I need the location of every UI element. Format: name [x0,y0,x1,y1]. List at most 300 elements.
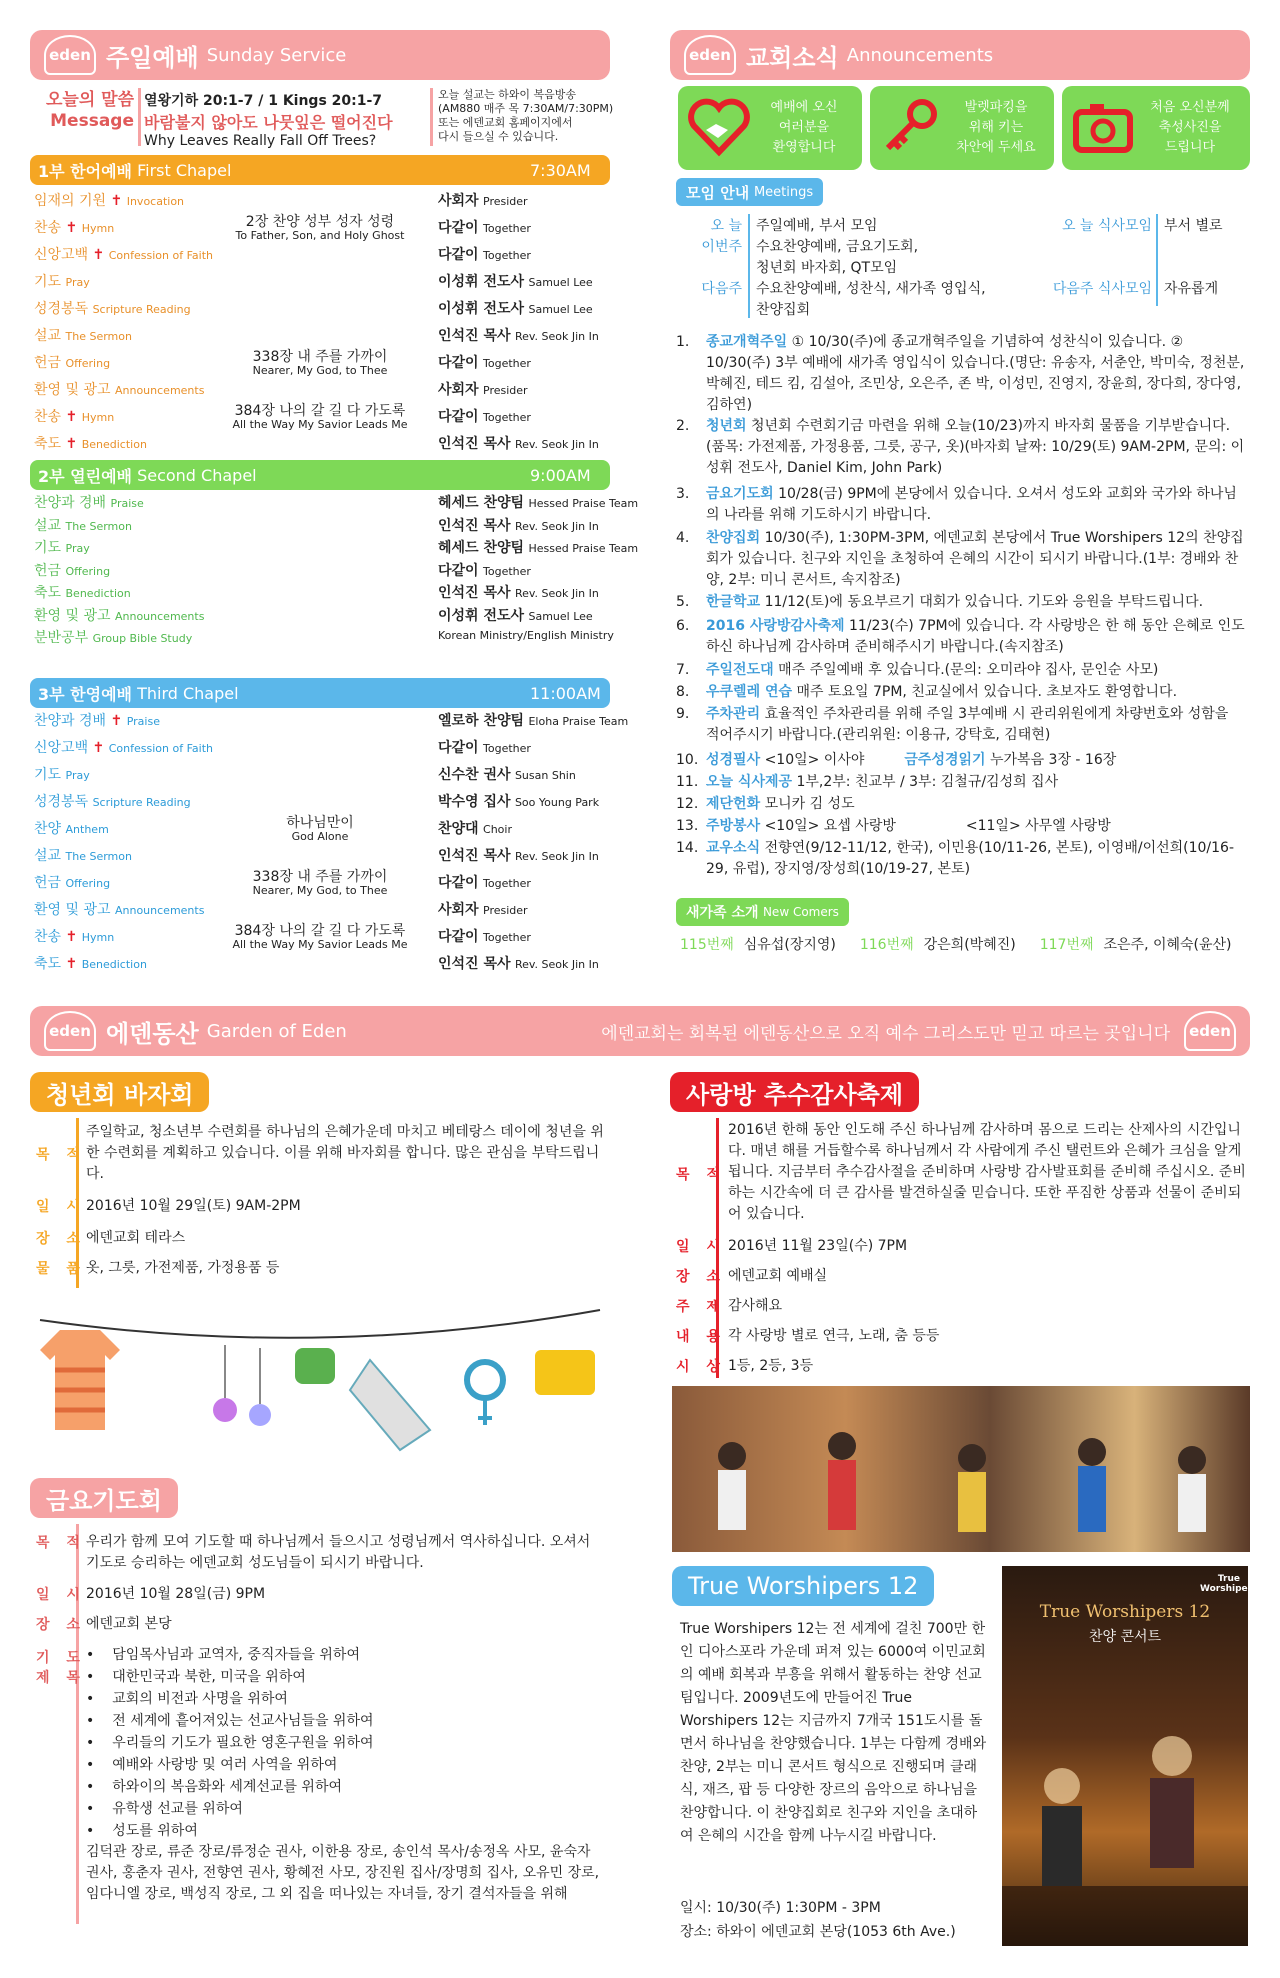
cross-icon: ✝ [106,193,123,209]
broadcast-line: 다시 들으실 수 있습니다. [438,130,559,143]
announcement-key: 금주성경읽기 [904,752,986,768]
bazaar-purpose-label: 목 적 [36,1147,86,1163]
announcement-number: 10. [676,752,699,768]
leader-ko: 이성휘 전도사 [438,274,525,290]
topic-item: • 유학생 선교를 위하여 [86,1798,374,1820]
bazaar-items: 옷, 그릇, 가전제품, 가정용품 등 [86,1260,280,1276]
order-leader [438,899,528,919]
nextweek-meetings: 수요찬양예배, 성찬식, 새가족 영입식, [756,281,986,297]
friday-topics [86,1644,374,1842]
order-item-en: Confession of Faith [108,249,213,262]
order-item [34,764,90,784]
newcomer-number: 116번째 [859,937,914,953]
leader-en: Hessed Praise Team [528,542,639,555]
welcome-tile [678,86,862,170]
leader-en: Together [483,411,531,424]
order-item [34,298,191,318]
hymn-title-en: All the Way My Savior Leads Me [232,418,408,431]
meetings-title-en: Meetings [753,184,814,200]
leader-en: Rev. Seok Jin In [514,438,599,451]
friday-prayer-title: 금요기도회 [30,1478,178,1518]
hymn-title-en: Nearer, My God, to Thee [252,364,388,377]
announcement-key: 교우소식 [706,840,761,856]
leader-ko: 인석진 목사 [438,956,511,972]
order-leader [438,560,531,580]
announcement-key: 성경필사 [706,752,761,768]
order-item-en: The Sermon [65,330,132,343]
leader-ko: 사회자 [438,382,479,398]
order-item-ko: 기도 [34,540,62,556]
message-label [34,90,134,132]
meeting-labels [690,216,742,300]
sermon-block [144,90,434,149]
announcement-item [676,528,1246,591]
announcement-item [676,660,1246,681]
announcement-key: 찬양집회 [706,530,761,546]
order-leader [438,406,531,426]
order-item-ko: 헌금 [34,562,62,579]
leader-en: Together [483,564,531,578]
leader-ko: 인석진 목사 [438,436,511,452]
order-leader [438,872,531,892]
order-item [34,271,90,291]
order-leader [438,217,531,237]
leader-en: Soo Young Park [514,796,600,809]
topic-item: • 담임목사님과 교역자, 중직자들을 위하여 [86,1644,374,1666]
leader-ko: 박수영 집사 [438,794,511,810]
leader-ko: 다같이 [438,409,479,425]
newcomer-number: 115번째 [680,937,734,953]
order-item-en: Benediction [81,958,147,971]
order-item-ko: 찬송 [34,220,62,236]
announcement-item [676,416,1246,479]
announcement-text: 10/28(금) 9PM에 본당에서 있습니다. 오셔서 성도와 교회와 국가와 하나님의 나라를 위해 기도하시기 바랍니다. [706,486,1237,523]
leader-ko: 다같이 [438,929,479,945]
announcement-text: 누가복음 3장 - 16장 [990,752,1117,768]
second-chapel-title-ko: 2부 열린예배 [38,466,132,486]
thisweek-meetings: 청년회 바자회, QT모임 [756,260,898,276]
announcements-header [670,30,1250,80]
bazaar-place-label: 장 소 [36,1231,86,1247]
order-item-ko: 설교 [34,848,62,864]
order-item-en: Group Bible Study [92,632,193,645]
leader-ko: 헤세드 찬양팀 [438,495,525,511]
order-item-en: Scripture Reading [92,796,191,809]
message-label-ko: 오늘의 말씀 [45,90,134,110]
newcomers-title-ko: 새가족 소개 [686,905,759,921]
order-item-en: Praise [126,715,160,728]
broadcast-line: (AM880 매주 목 7:30AM/7:30PM) [438,102,614,115]
leader-en: Rev. Seok Jin In [514,330,599,343]
topic-item: • 교회의 비전과 사명을 위하여 [86,1688,374,1710]
thanksgiving-title: 사랑방 추수감사축제 [670,1072,919,1112]
leader-en: Together [483,249,531,262]
order-item-en: Offering [65,877,111,890]
leader-ko: 다같이 [438,740,479,756]
order-leader [438,845,599,865]
true-worshipers-place: 장소: 하와이 에덴교회 본당(1053 6th Ave.) [680,1924,956,1940]
order-item-ko: 성경봉독 [34,301,89,317]
order-item-en: The Sermon [65,519,132,533]
hymn-title [205,816,435,844]
leader-en: Samuel Lee [528,276,593,289]
thanks-content: 각 사랑방 별로 연극, 노래, 춤 등등 [728,1328,940,1344]
bazaar-purpose: 주일학교, 청소년부 수련회를 하나님의 은혜가운데 마치고 베테랑스 데이에 청년을 위한 수련회를 계획하고 있습니다. 이를 위해 바자회를 합니다. 많은 관심을 부탁드립니다. [86,1124,604,1182]
bazaar-title: 청년회 바자회 [30,1072,209,1112]
announcement-number: 13. [676,818,699,834]
order-item-en: Scripture Reading [92,303,191,316]
announcement-key: 한글학교 [706,594,761,610]
divider [748,214,750,318]
order-item [34,872,110,892]
leader-ko: 이성휘 전도사 [438,301,525,317]
eden-title-en: Garden of Eden [206,1020,347,1042]
garden-of-eden-banner [30,1006,1250,1056]
order-item [34,582,131,602]
meal-today: 부서 별로 [1164,218,1223,234]
announcement-text: 1부,2부: 친교부 / 3부: 김철규/김성희 집사 [796,774,1059,790]
meetings-title-ko: 모임 안내 [686,183,750,202]
thanks-award-label: 시 상 [676,1359,726,1375]
order-item-en: Benediction [81,438,147,451]
hymn-title-ko: 하나님만이 [286,815,354,831]
announcement-number: 3. [676,486,690,502]
leader-ko: 헤세드 찬양팀 [438,540,525,556]
order-leader [438,605,593,625]
thanks-place: 에덴교회 예배실 [728,1268,828,1284]
order-item [34,244,213,264]
announcements-title-en: Announcements [846,44,994,66]
order-item-en: Announcements [114,609,205,623]
order-item [34,737,213,757]
order-leader [438,737,531,757]
meal-next-label: 다음주 식사모임 [1052,281,1152,297]
hymn-title [205,350,435,378]
friday-purpose-label: 목 적 [36,1535,86,1551]
leader-en: Rev. Seok Jin In [514,587,599,600]
announcement-text: <10일> 이사야 [764,752,865,768]
order-item-en: Praise [110,497,144,510]
third-chapel-bar [30,678,610,708]
eden-title-ko: 에덴동산 [106,1019,199,1048]
leader-en: Korean Ministry/English Ministry [438,629,614,642]
festival-photo [672,1386,1250,1552]
sunday-title-en: Sunday Service [206,44,347,66]
hymn-title-en: To Father, Son, and Holy Ghost [235,229,405,242]
order-item-en: Hymn [81,931,115,944]
announcement-key: 종교개혁주일 [706,334,788,350]
order-item-ko: 임재의 기원 [34,193,107,209]
eden-logo: eden [1184,1011,1236,1051]
bazaar-place: 에덴교회 테라스 [86,1230,186,1246]
order-leader [438,271,593,291]
newcomers-list [680,934,1232,954]
divider [430,88,433,146]
key-icon [880,96,942,158]
order-leader [438,298,593,318]
meeting-values [756,216,986,321]
order-item [34,217,114,237]
leader-ko: 이성휘 전도사 [438,607,525,624]
heart-handshake-icon [688,96,750,158]
hymn-title-ko: 2장 찬양 성부 성자 성령 [245,214,395,230]
newcomer-name: 조은주, 이혜숙(윤산) [1103,937,1232,953]
announcement-number: 9. [676,706,690,722]
leader-en: Presider [483,195,528,208]
announcement-item [676,616,1246,658]
cross-icon: ✝ [88,247,105,263]
concert-poster [1002,1566,1258,1946]
announcement-number: 8. [676,684,690,700]
meal-today-label: 오 늘 식사모임 [1061,218,1152,234]
sermon-title-en: Why Leaves Really Fall Off Trees? [144,133,377,149]
order-item-en: Confession of Faith [108,742,213,755]
thanks-place-label: 장 소 [676,1269,726,1285]
second-chapel-time: 9:00AM [530,465,591,485]
hymn-title-ko: 384장 나의 갈 길 다 가도록 [234,403,406,419]
announcement-text: 모니카 김 성도 [764,796,855,812]
friday-purpose: 우리가 함께 모여 기도할 때 하나님께서 들으시고 성령님께서 역사하십니다. 오셔서 기도로 승리하는 에덴교회 성도님들이 되시기 바랍니다. [86,1534,591,1571]
hymn-title-en: Nearer, My God, to Thee [252,884,388,897]
leader-en: Together [483,357,531,370]
photo-tile-text: 처음 오신분께 축성사진을 드립니다 [1150,100,1230,155]
thanks-date-label: 일 시 [676,1239,726,1255]
order-leader [438,710,628,730]
friday-place-label: 장 소 [36,1617,86,1633]
meetings-badge [676,178,823,206]
cross-icon: ✝ [106,713,123,729]
leader-en: Hessed Praise Team [528,497,639,510]
cross-icon: ✝ [61,956,78,972]
hymn-title-ko: 338장 내 주를 가까이 [252,349,388,365]
order-leader [438,190,528,210]
announcement-text: 11/23(수) 7PM에 있습니다. 각 사랑방은 한 해 동안 은혜로 인도하신 하나님께 감사하며 준비해주시기 바랍니다.(속지참조) [706,618,1245,655]
order-leader [438,627,614,643]
broadcast-line: 또는 에덴교회 홈페이지에서 [438,116,573,129]
order-item-ko: 헌금 [34,355,62,371]
leader-ko: 다같이 [438,875,479,891]
poster-subtitle: 찬양 콘서트 [1088,1629,1162,1645]
broadcast-line: 오늘 설교는 하와이 복음방송 [438,88,577,101]
announcement-key: 2016 사랑방감사축제 [706,618,845,634]
topic-item: • 하와이의 복음화와 세계선교를 위하여 [86,1776,374,1798]
announcement-number: 1. [676,334,690,350]
announcement-number: 2. [676,418,690,434]
thanks-purpose: 2016년 한해 동안 인도해 주신 하나님께 감사하며 몸으로 드리는 산제사의 시간입니다. 매년 해를 거듭할수록 하나님께서 각 사람에게 주신 탤런트와 은혜가 크심을 알게 됩니다. 지금부터 추수감사절을 준비하며 사랑방 감사발표회를 준비해 주십시오. 준비하는 시간속에 더 큰 감사를 발견하실줄 믿습니다. 또한 푸짐한 상품과 선물이 준비되어 있습니다. [728,1122,1246,1222]
announcement-text: 매주 토요일 7PM, 친교실에서 있습니다. 초보자도 환영합니다. [796,684,1178,700]
second-chapel-bar [30,460,610,490]
leader-en: Presider [483,384,528,397]
leader-ko: 사회자 [438,193,479,209]
today-meetings: 주일예배, 부서 모임 [756,218,878,234]
order-item-ko: 기도 [34,767,62,783]
leader-ko: 엘로하 찬양팀 [438,713,525,729]
order-item-ko: 축도 [34,436,62,452]
true-worshipers-title: True Worshipers 12 [672,1566,934,1606]
true-worshipers-time: 일시: 10/30(주) 1:30PM - 3PM [680,1900,881,1916]
announcement-text: <11일> 사무엘 사랑방 [965,818,1111,834]
valet-tile [870,86,1054,170]
order-item-en: Benediction [65,587,131,600]
hymn-title [205,215,435,243]
leader-ko: 다같이 [438,355,479,371]
message-label-en: Message [50,111,134,131]
order-item-en: Hymn [81,222,115,235]
eden-logo: eden [44,35,96,75]
divider [138,88,141,146]
order-item-ko: 헌금 [34,875,62,891]
order-item-ko: 환영 및 광고 [34,607,111,624]
nextweek-label: 다음주 [701,281,742,297]
leader-en: Together [483,222,531,235]
leader-en: Samuel Lee [528,303,593,316]
bazaar-date-label: 일 시 [36,1199,86,1215]
order-item-en: The Sermon [65,850,132,863]
leader-en: Together [483,742,531,755]
order-leader [438,926,531,946]
order-item [34,710,160,730]
announcement-key: 금요기도회 [706,486,774,502]
thanks-date: 2016년 11월 23일(수) 7PM [728,1238,908,1254]
order-item-ko: 환영 및 광고 [34,382,111,398]
order-item-ko: 신앙고백 [34,740,89,756]
thanks-content-label: 내 용 [676,1329,726,1345]
announcement-item [676,750,1246,771]
announcement-text: <10일> 요셉 사랑방 [764,818,896,834]
second-chapel-title-en: Second Chapel [137,465,257,485]
order-item [34,190,184,210]
leader-en: Together [483,931,531,944]
order-item-ko: 찬양 [34,821,62,837]
hymn-title-ko: 338장 내 주를 가까이 [252,869,388,885]
order-item-en: Offering [65,564,111,578]
leader-en: Eloha Praise Team [528,715,629,728]
leader-ko: 다같이 [438,562,479,579]
hymn-title [205,924,435,952]
true-worshipers-body: True Worshipers 12는 전 세계에 걸친 700만 한인 디아스포라 가운데 퍼져 있는 6000여 이민교회의 예배 회복과 부흥을 위해서 활동하는 찬양 선교팀입니다. 2009년도에 만들어진 True Worshipers 12는 지금까지 7개국 151도시를 돌면서 하나님을 찬양했습니다. 1부는 다함께 경배와 찬양, 2부는 미니 콘서트 형식으로 진행되며 클래식, 재즈, 팝 등 다양한 장르의 음악으로 하나님을 찬양합니다. 이 찬양집회로 친구와 지인을 초대하여 은혜의 시간을 함께 나누시길 바랍니다. [680,1621,987,1844]
order-item-ko: 축도 [34,585,62,601]
leader-ko: 다같이 [438,247,479,263]
order-item-ko: 성경봉독 [34,794,89,810]
bazaar-items-label: 물 품 [36,1261,86,1277]
order-leader [438,244,531,264]
order-item [34,845,132,865]
order-leader [438,352,531,372]
order-item [34,926,114,946]
announcement-number: 6. [676,618,690,634]
friday-date-label: 일 시 [36,1587,86,1603]
announcement-key: 오늘 식사제공 [706,774,793,790]
order-item-en: Pray [65,769,90,782]
announcement-number: 4. [676,530,690,546]
order-item-en: Anthem [65,823,109,836]
announcement-text: ① 10/30(주)에 종교개혁주일을 기념하여 성찬식이 있습니다. ② 10/30(주) 3부 예배에 새가족 영입식이 있습니다.(명단: 유송자, 서춘안, 박미숙, 정천분, 박혜진, 테드 킴, 김설아, 조민상, 오은주, 존 박, 이성민, 진영지, 장윤희, 장다희, 장다영, 김하연) [706,334,1245,413]
order-item-en: Announcements [114,384,205,397]
sermon-title-ko: 바람불지 않아도 나뭇잎은 떨어진다 [144,113,393,132]
order-item-ko: 찬양과 경배 [34,495,107,511]
announcement-key: 주방봉사 [706,818,761,834]
meal-labels [1044,216,1152,300]
hymn-title-ko: 384장 나의 갈 길 다 가도록 [234,923,406,939]
order-item-en: Announcements [114,904,205,917]
cross-icon: ✝ [61,436,78,452]
cross-icon: ✝ [61,929,78,945]
order-leader [438,818,512,838]
order-item [34,379,204,399]
sunday-service-header [30,30,610,80]
topic-item: • 대한민국과 북한, 미국을 위하여 [86,1666,374,1688]
order-item-ko: 기도 [34,274,62,290]
order-item [34,627,192,647]
order-item-ko: 신앙고백 [34,247,89,263]
order-item [34,325,132,345]
announcement-item [676,816,1246,837]
thisweek-meetings: 수요찬양예배, 금요기도회, [756,239,919,255]
topic-item: • 예배와 사랑방 및 여러 사역을 위하여 [86,1754,374,1776]
friday-place: 에덴교회 본당 [86,1616,172,1632]
hymn-title-en: God Alone [291,830,349,843]
thanks-theme: 감사해요 [728,1298,783,1314]
third-chapel-title-en: Third Chapel [137,683,239,703]
order-leader [438,433,599,453]
order-item-en: Offering [65,357,111,370]
announcement-text: 전향연(9/12-11/12, 한국), 이민용(10/11-26, 본토), 이영배/이선희(10/16-29, 유럽), 장지영/장성희(10/19-27, 본토) [706,840,1235,877]
announcements-title-ko: 교회소식 [746,43,839,72]
announcement-key: 청년회 [706,418,747,434]
announcement-item [676,794,1246,815]
topics-label-1: 기 도 [36,1650,86,1666]
leader-ko: 신수찬 권사 [438,767,511,783]
topic-item: • 전 세계에 흩어져있는 선교사님들을 위하여 [86,1710,374,1732]
newcomer-name: 강은희(박혜진) [923,937,1016,953]
leader-en: Rev. Seok Jin In [514,850,599,863]
order-item [34,560,110,580]
announcement-text: 매주 주일예배 후 있습니다.(문의: 오미라야 집사, 문인순 사모) [778,662,1159,678]
announcement-number: 14. [676,840,699,856]
leader-ko: 인석진 목사 [438,328,511,344]
topics-label-2: 제 목 [36,1670,86,1686]
order-item [34,406,114,426]
announcement-number: 5. [676,594,690,610]
eden-logo: eden [44,1011,96,1051]
order-item [34,605,204,625]
order-item [34,899,204,919]
scripture: 열왕기하 20:1-7 / 1 Kings 20:1-7 [144,93,383,109]
nextweek-meetings: 찬양집회 [756,302,811,318]
topic-item: • 우리들의 기도가 필요한 영혼구원을 위하여 [86,1732,374,1754]
order-leader [438,953,599,973]
friday-date: 2016년 10월 28일(금) 9PM [86,1586,266,1602]
announcement-number: 7. [676,662,690,678]
order-leader [438,582,599,602]
thisweek-label: 이번주 [701,239,742,255]
hymn-title [205,870,435,898]
leader-en: Together [483,877,531,890]
order-item [34,818,109,838]
camera-icon [1072,98,1134,160]
first-chapel-time: 7:30AM [530,160,591,180]
announcement-text: 10/30(주), 1:30PM-3PM, 에덴교회 본당에서 True Worshipers 12의 찬양집회가 있습니다. 친구와 지인을 초청하여 은혜의 시간이 되시기 바랍니다.(1부: 경배와 찬양, 2부: 미니 콘서트, 속지참조) [706,530,1244,588]
announcement-number: 11. [676,774,699,790]
leader-ko: 사회자 [438,902,479,918]
newcomers-title-en: New Comers [762,905,839,919]
order-item [34,433,147,453]
order-leader [438,325,599,345]
photo-tile [1062,86,1250,170]
order-item-ko: 설교 [34,517,62,534]
order-item-ko: 찬송 [34,409,62,425]
announcement-number: 12. [676,796,699,812]
